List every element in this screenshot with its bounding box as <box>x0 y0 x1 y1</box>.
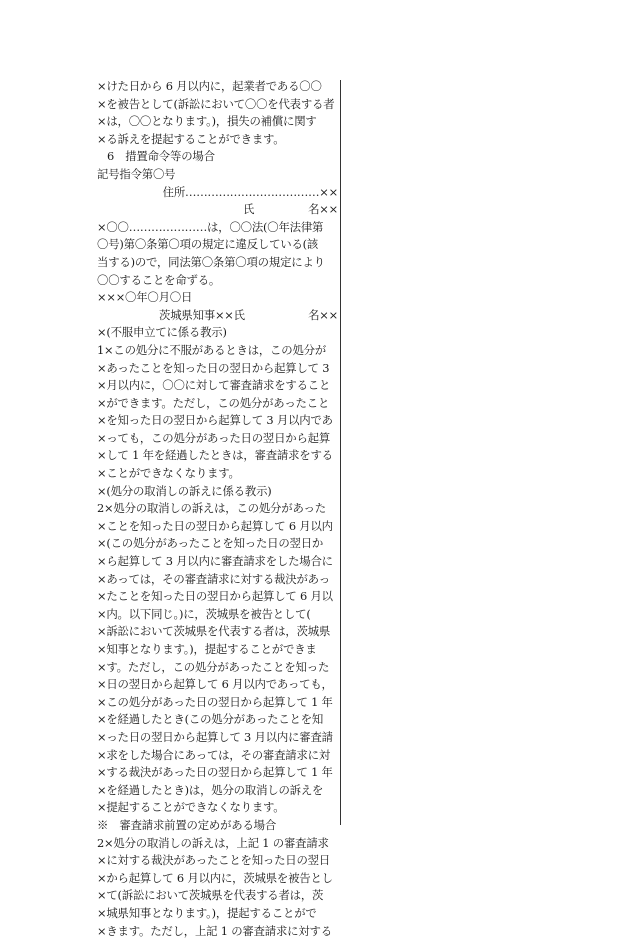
text-column <box>97 78 338 940</box>
text-line: 当する)ので，同法第〇条第〇項の規定により <box>97 254 338 272</box>
text-line: ×あっては，その審査請求に対する裁決があっ <box>97 571 338 589</box>
text-line: ×ことを知った日の翌日から起算して 6 月以内 <box>97 518 338 536</box>
subheading-line: ×(不服申立てに係る教示) <box>97 324 338 342</box>
text-line: ×城県知事となります。)，提起することがで <box>97 905 338 923</box>
name-value: 名×× <box>308 201 338 219</box>
subheading-line: ×(処分の取消しの訴えに係る教示) <box>97 483 338 501</box>
text-line: ×日の翌日から起算して 6 月以内であっても， <box>97 676 338 694</box>
text-line: ×たことを知った日の翌日から起算して 6 月以 <box>97 588 338 606</box>
text-line: ×は，〇〇となります。)，損失の補償に関す <box>97 113 338 131</box>
signature-value: 名×× <box>308 307 338 325</box>
section-heading: 6 措置命令等の場合 <box>97 148 338 166</box>
date-line: ×××〇年〇月〇日 <box>97 289 338 307</box>
text-line: ×を被告として(訴訟において〇〇を代表する者 <box>97 96 338 114</box>
text-line: ×けた日から 6 月以内に，起業者である〇〇 <box>97 78 338 96</box>
signature-line <box>97 307 338 325</box>
text-line: ×あったことを知った日の翌日から起算して 3 <box>97 360 338 378</box>
text-line: ×っても，この処分があった日の翌日から起算 <box>97 430 338 448</box>
text-line: ×ができます。ただし，この処分があったこと <box>97 395 338 413</box>
text-line: ×に対する裁決があったことを知った日の翌日 <box>97 852 338 870</box>
text-line: 〇号)第〇条第〇項の規定に違反している(該 <box>97 236 338 254</box>
name-label: 氏 <box>243 201 254 219</box>
name-line <box>97 201 338 219</box>
text-line: ×提起することができなくなります。 <box>97 799 338 817</box>
text-line: ×から起算して 6 月以内に，茨城県を被告とし <box>97 870 338 888</box>
text-line: ×(この処分があったことを知った日の翌日か <box>97 535 338 553</box>
text-line: ×を経過したとき(この処分があったことを知 <box>97 711 338 729</box>
text-line: ×して 1 年を経過したときは，審査請求をする <box>97 447 338 465</box>
column-rule <box>340 80 341 825</box>
text-line: 〇〇することを命ずる。 <box>97 272 338 290</box>
text-line: ×求をした場合にあっては，その審査請求に対 <box>97 747 338 765</box>
address-line: 住所………………………………×× <box>97 184 338 202</box>
text-line: 1×この処分に不服があるときは，この処分が <box>97 342 338 360</box>
text-line: ×月以内に，〇〇に対して審査請求をすること <box>97 377 338 395</box>
text-line: 記号指令第〇号 <box>97 166 338 184</box>
text-line: 2×処分の取消しの訴えは，この処分があった <box>97 500 338 518</box>
text-line: ×ら起算して 3 月以内に審査請求をした場合に <box>97 553 338 571</box>
text-line: ×を経過したとき)は，処分の取消しの訴えを <box>97 782 338 800</box>
subheading-line: ※ 審査請求前置の定めがある場合 <box>97 817 338 835</box>
text-line: ×る訴えを提起することができます。 <box>97 131 338 149</box>
text-line: ×訴訟において茨城県を代表する者は，茨城県 <box>97 623 338 641</box>
text-line: ×った日の翌日から起算して 3 月以内に審査請 <box>97 729 338 747</box>
text-line: ×内。以下同じ。)に，茨城県を被告として( <box>97 606 338 624</box>
text-line: ×す。ただし，この処分があったことを知った <box>97 659 338 677</box>
text-line: 2×処分の取消しの訴えは，上記 1 の審査請求 <box>97 835 338 853</box>
signature-label: 茨城県知事××氏 <box>159 307 245 325</box>
text-line: ×〇〇…………………は，〇〇法(〇年法律第 <box>97 219 338 237</box>
text-line: ×て(訴訟において茨城県を代表する者は，茨 <box>97 887 338 905</box>
text-line: ×ことができなくなります。 <box>97 465 338 483</box>
text-line: ×知事となります。)，提起することができま <box>97 641 338 659</box>
text-line: ×きます。ただし，上記 1 の審査請求に対する <box>97 923 338 940</box>
text-line: ×する裁決があった日の翌日から起算して 1 年 <box>97 764 338 782</box>
text-line: ×を知った日の翌日から起算して 3 月以内であ <box>97 412 338 430</box>
text-line: ×この処分があった日の翌日から起算して 1 年 <box>97 694 338 712</box>
